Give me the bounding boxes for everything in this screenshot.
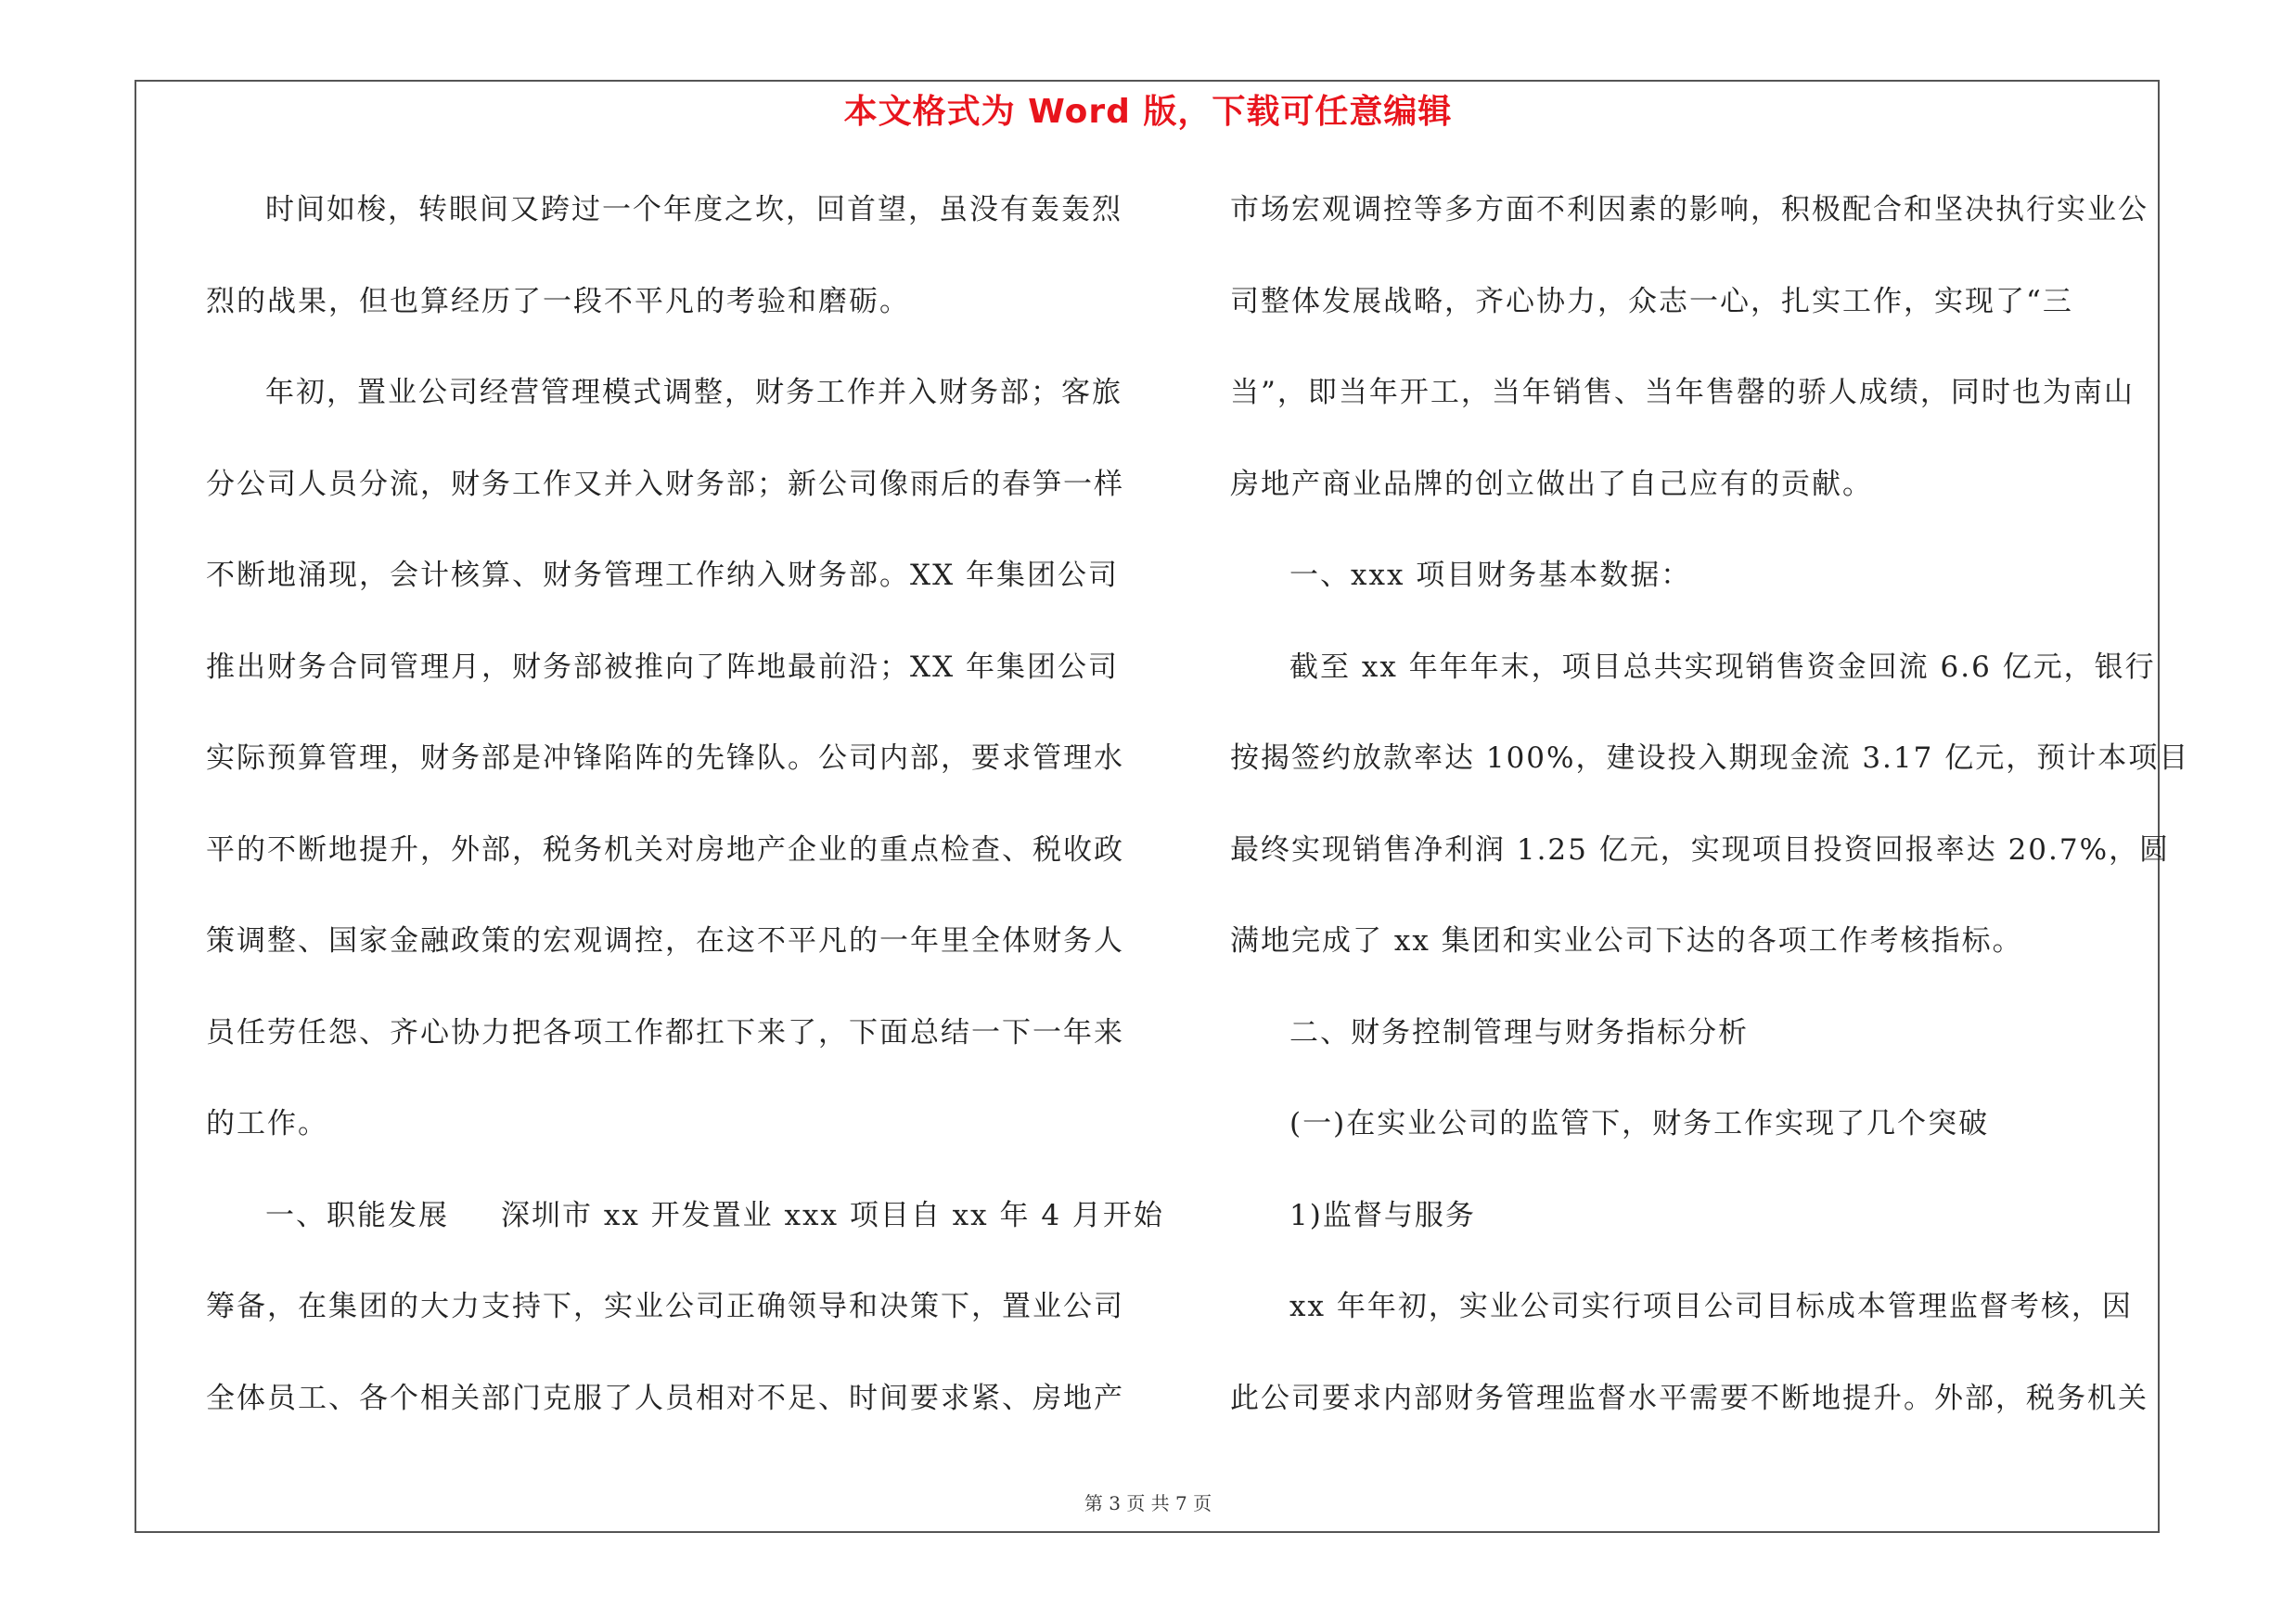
subsection-heading: 1)监督与服务 [1289, 1198, 1476, 1232]
text-line: 平的不断地提升，外部，税务机关对房地产企业的重点检查、税收政 [206, 832, 1124, 867]
text-line: 年初，置业公司经营管理模式调整，财务工作并入财务部；客旅 [265, 376, 1122, 409]
text-line: 最终实现销售净利润 1.25 亿元，实现项目投资回报率达 20.7%，圆 [1230, 832, 2171, 867]
text-line: 房地产商业品牌的创立做出了自己应有的贡献。 [1230, 467, 1873, 501]
text-line: 不断地涌现，会计核算、财务管理工作纳入财务部。XX 年集团公司 [206, 559, 1119, 592]
text-line: 市场宏观调控等多方面不利因素的影响，积极配合和坚决执行实业公 [1230, 193, 2148, 226]
text-line: 按揭签约放款率达 100%，建设投入期现金流 3.17 亿元，预计本项目 [1230, 741, 2190, 775]
text-line: 此公司要求内部财务管理监督水平需要不断地提升。外部，税务机关 [1230, 1381, 2148, 1415]
text-line: 实际预算管理，财务部是冲锋陷阵的先锋队。公司内部，要求管理水 [206, 741, 1124, 775]
text-line: 全体员工、各个相关部门克服了人员相对不足、时间要求紧、房地产 [206, 1381, 1124, 1415]
text-line: 司整体发展战略，齐心协力，众志一心，扎实工作，实现了“三 [1230, 284, 2073, 318]
text-line: 时间如梭，转眼间又跨过一个年度之坎，回首望，虽没有轰轰烈 [265, 193, 1122, 226]
word-format-banner: 本文格式为 Word 版，下载可任意编辑 [843, 93, 1453, 131]
text-line: 分公司人员分流，财务工作又并入财务部；新公司像雨后的春笋一样 [206, 467, 1124, 501]
text-line: 烈的战果，但也算经历了一段不平凡的考验和磨砺。 [206, 284, 910, 318]
left-text-column [206, 182, 1164, 1462]
text-line: 一、职能发展 深圳市 xx 开发置业 xxx 项目自 xx 年 4 月开始 [265, 1198, 1164, 1232]
right-text-column [1230, 182, 2190, 1462]
section-heading: 一、xxx 项目财务基本数据： [1289, 559, 1692, 592]
section-heading: 一、职能发展 [265, 1198, 449, 1232]
text-line: 策调整、国家金融政策的宏观调控，在这不平凡的一年里全体财务人 [206, 924, 1124, 958]
text-line: 员任劳任怨、齐心协力把各项工作都扛下来了，下面总结一下一年来 [206, 1015, 1124, 1050]
text-line: 的工作。 [206, 1107, 328, 1140]
section-heading: 二、财务控制管理与财务指标分析 [1289, 1015, 1749, 1050]
text-line: 满地完成了 xx 集团和实业公司下达的各项工作考核指标。 [1230, 924, 2023, 958]
subsection-heading: (一)在实业公司的监管下，财务工作实现了几个突破 [1289, 1107, 1990, 1140]
text-line: 推出财务合同管理月，财务部被推向了阵地最前沿；XX 年集团公司 [206, 650, 1119, 684]
text-line: 截至 xx 年年年末，项目总共实现销售资金回流 6.6 亿元，银行 [1289, 650, 2156, 684]
text-line: xx 年年初，实业公司实行项目公司目标成本管理监督考核，因 [1289, 1290, 2133, 1323]
text-line: 当”，即当年开工，当年销售、当年售罄的骄人成绩，同时也为南山 [1230, 376, 2135, 409]
text-line: 筹备，在集团的大力支持下，实业公司正确领导和决策下，置业公司 [206, 1290, 1124, 1323]
page-number-footer: 第 3 页 共 7 页 [1084, 1492, 1212, 1514]
